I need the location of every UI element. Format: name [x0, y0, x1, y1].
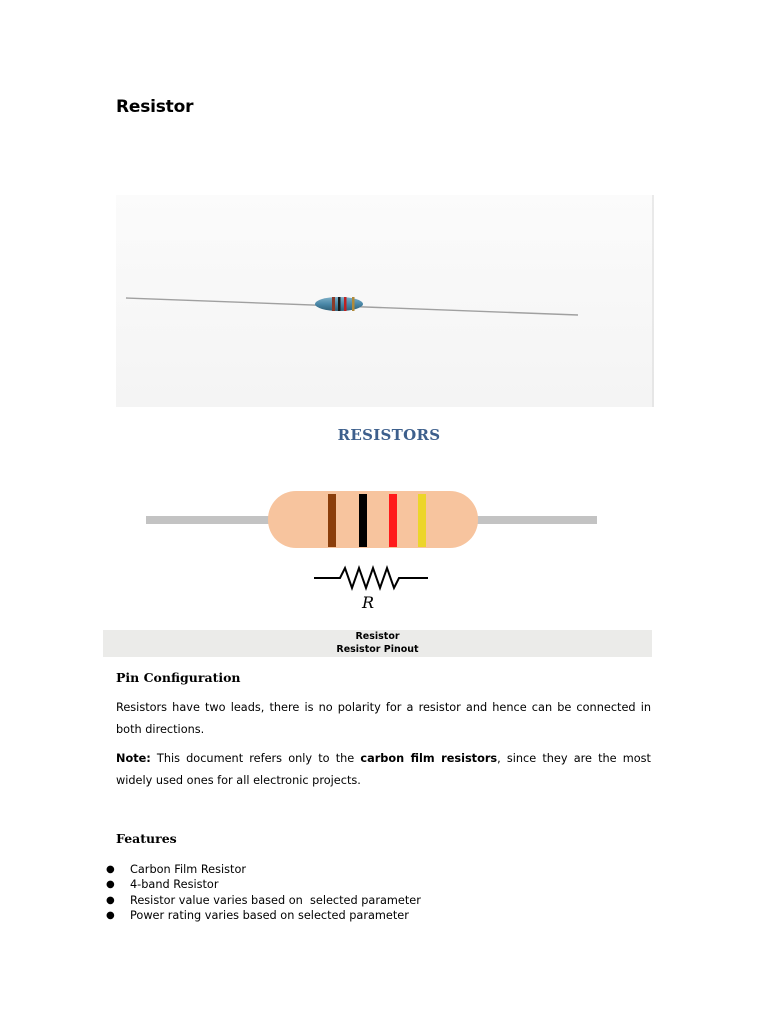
symbol-label: R — [362, 593, 375, 612]
lead-left — [146, 516, 286, 524]
bullet-icon: ● — [106, 894, 115, 906]
features-heading: Features — [116, 831, 177, 846]
resistor-diagram — [140, 480, 610, 624]
note-text-before: This document refers only to the — [150, 752, 361, 765]
band-brown — [328, 494, 336, 547]
document-title: Resistor — [116, 97, 194, 117]
caption-line-2: Resistor Pinout — [336, 644, 419, 655]
list-item: ● Carbon Film Resistor — [106, 863, 247, 876]
list-item: ● Power rating varies based on selected parameter — [106, 909, 409, 923]
list-item: ● 4-band Resistor — [106, 878, 219, 892]
resistor-symbol — [314, 568, 428, 588]
bullet-icon: ● — [106, 879, 115, 891]
band-red — [389, 494, 397, 547]
band-yellow — [418, 494, 426, 547]
features-list — [103, 862, 421, 924]
bullet-icon: ● — [106, 864, 115, 875]
figure-caption — [103, 630, 652, 657]
band-black — [359, 494, 367, 547]
list-item: ● Resistor value varies based on selected parameter — [106, 893, 421, 907]
note-label: Note: — [116, 752, 151, 765]
note-text-after: , since they are the most widely used ones for all electronic projects. — [116, 752, 651, 787]
pin-configuration-heading: Pin Configuration — [116, 670, 241, 685]
resistor-body — [268, 491, 478, 548]
lead-right — [458, 516, 597, 524]
note-bold-text: carbon film resistors — [360, 752, 498, 765]
resistor-photo — [116, 195, 654, 407]
bullet-icon: ● — [106, 910, 115, 922]
pin-configuration-paragraph: Resistors have two leads, there is no polarity for a resistor and hence can be connected in both directions. — [116, 701, 651, 736]
caption-line-1: Resistor — [355, 631, 400, 642]
diagram-title: RESISTORS — [337, 426, 441, 444]
note-paragraph — [116, 748, 651, 792]
